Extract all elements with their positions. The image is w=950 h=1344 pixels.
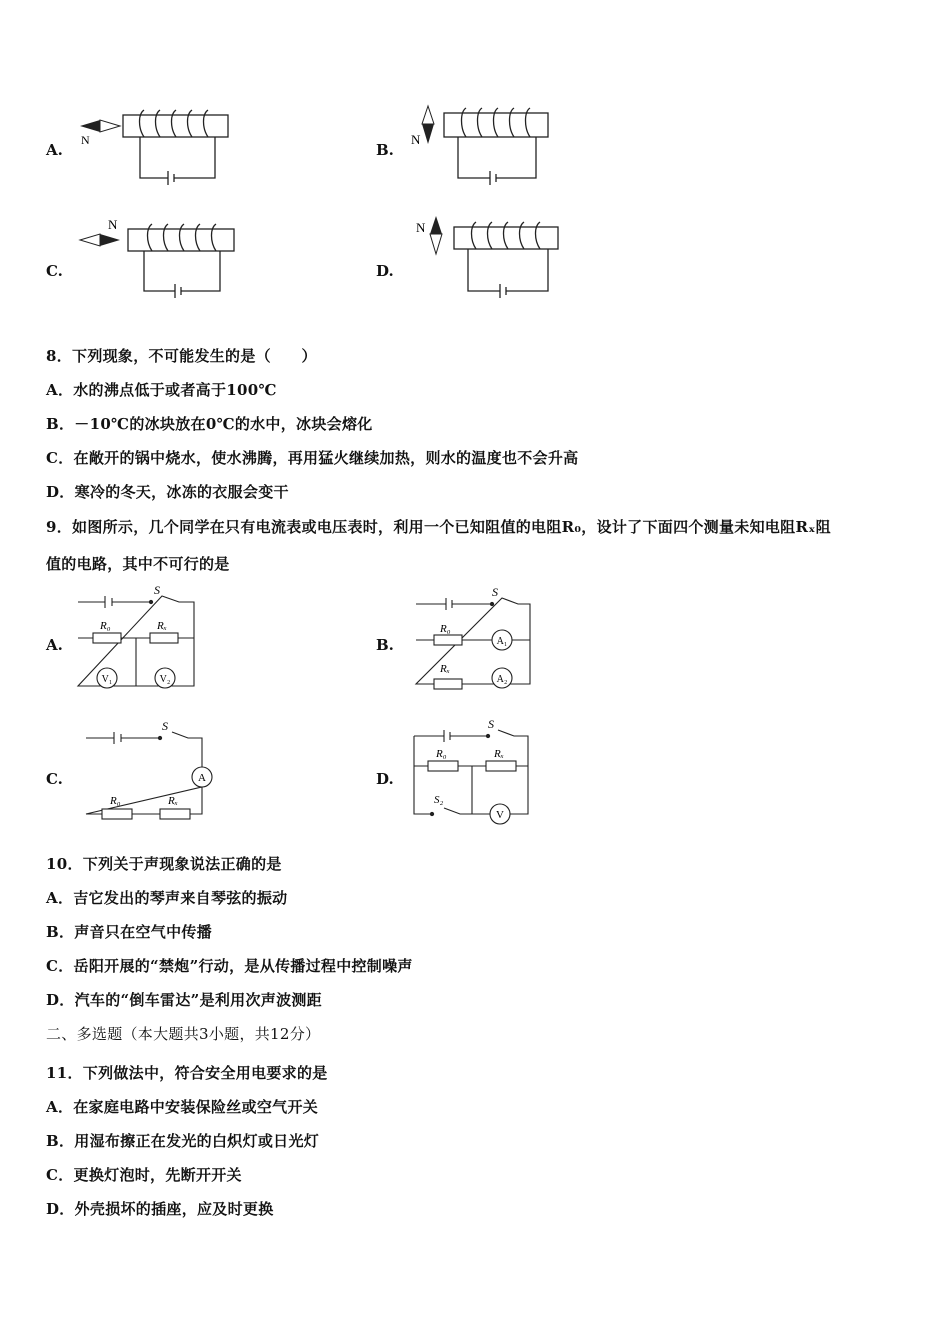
compass-letter: N xyxy=(81,133,90,147)
compass-needle-icon xyxy=(422,106,434,144)
compass-needle-icon xyxy=(430,216,442,254)
r0-label: R₀ xyxy=(436,748,447,760)
q8-option-a: A．水的沸点低于或者高于100℃ xyxy=(46,381,277,399)
voltmeter-v2-icon: V₂ xyxy=(159,674,171,685)
q10-option-b: B．声音只在空气中传播 xyxy=(46,923,212,941)
q7-option-c-label: C. xyxy=(46,262,63,280)
q11-option-c: C．更换灯泡时，先断开开关 xyxy=(46,1166,242,1184)
q7-figure-a xyxy=(78,108,238,188)
compass-letter: N xyxy=(416,220,426,235)
rx-label: Rₓ xyxy=(440,663,450,675)
q9-option-a-label: A. xyxy=(46,636,63,654)
q9-circuit-a xyxy=(74,582,204,694)
q10-stem: 10．下列关于声现象说法正确的是 xyxy=(46,855,282,873)
compass-needle-icon xyxy=(80,120,120,132)
q8-option-c: C．在敞开的锅中烧水，使水沸腾，再用猛火继续加热，则水的温度也不会升高 xyxy=(46,449,579,467)
q11-option-a: A．在家庭电路中安装保险丝或空气开关 xyxy=(46,1098,319,1116)
q9-stem-line1: 9．如图所示，几个同学在只有电流表或电压表时，利用一个已知阻值的电阻R₀，设计了下面四个测量未知电阻Rₓ阻 xyxy=(46,518,831,536)
rx-label: Rₓ xyxy=(157,620,167,632)
switch-label: S xyxy=(162,719,168,733)
q7-figure-d xyxy=(412,214,572,300)
q9-circuit-c xyxy=(80,716,220,828)
q10-option-a: A．吉它发出的琴声来自琴弦的振动 xyxy=(46,889,288,907)
q9-option-b-label: B. xyxy=(376,636,394,654)
ammeter-a2-icon: A₂ xyxy=(496,674,508,685)
q8-option-d: D．寒冷的冬天，冰冻的衣服会变干 xyxy=(46,483,289,501)
q8-stem: 8．下列现象，不可能发生的是（ ） xyxy=(46,347,317,365)
rx-label: Rₓ xyxy=(168,795,178,807)
q7-option-b-label: B. xyxy=(376,141,394,159)
rx-label: Rₓ xyxy=(494,748,504,760)
q7-option-d-label: D. xyxy=(376,262,394,280)
ammeter-a1-icon: A₁ xyxy=(496,636,508,647)
q7-option-a-label: A. xyxy=(46,141,63,159)
voltmeter-v1-icon: V₁ xyxy=(101,674,113,685)
section-heading: 二、多选题（本大题共3小题，共12分） xyxy=(46,1025,321,1043)
q7-figure-c xyxy=(78,216,248,300)
ammeter-icon: A xyxy=(198,772,206,784)
q9-circuit-d xyxy=(410,714,540,826)
q8-option-b: B．－10℃的冰块放在0℃的水中，冰块会熔化 xyxy=(46,415,373,433)
q10-option-c: C．岳阳开展的“禁炮”行动，是从传播过程中控制噪声 xyxy=(46,957,413,975)
compass-letter: N xyxy=(411,132,421,147)
switch-label: S xyxy=(488,717,494,731)
compass-letter: N xyxy=(108,217,118,232)
q9-option-c-label: C. xyxy=(46,770,63,788)
r0-label: R₀ xyxy=(440,623,451,635)
switch2-label: S₂ xyxy=(434,794,444,806)
q7-figure-b xyxy=(408,104,568,188)
q9-stem-line2: 值的电路，其中不可行的是 xyxy=(46,555,230,573)
voltmeter-icon: V xyxy=(496,809,504,821)
q11-option-b: B．用湿布擦正在发光的白炽灯或日光灯 xyxy=(46,1132,320,1150)
q9-option-d-label: D. xyxy=(376,770,394,788)
q11-option-d: D．外壳损坏的插座，应及时更换 xyxy=(46,1200,274,1218)
q10-option-d: D．汽车的“倒车雷达”是利用次声波测距 xyxy=(46,991,322,1009)
compass-needle-icon xyxy=(80,234,120,246)
r0-label: R₀ xyxy=(100,620,111,632)
r0-label: R₀ xyxy=(110,795,121,807)
q9-circuit-b xyxy=(410,582,540,692)
q11-stem: 11．下列做法中，符合安全用电要求的是 xyxy=(46,1064,328,1082)
switch-label: S xyxy=(492,585,498,599)
switch-label: S xyxy=(154,583,160,597)
